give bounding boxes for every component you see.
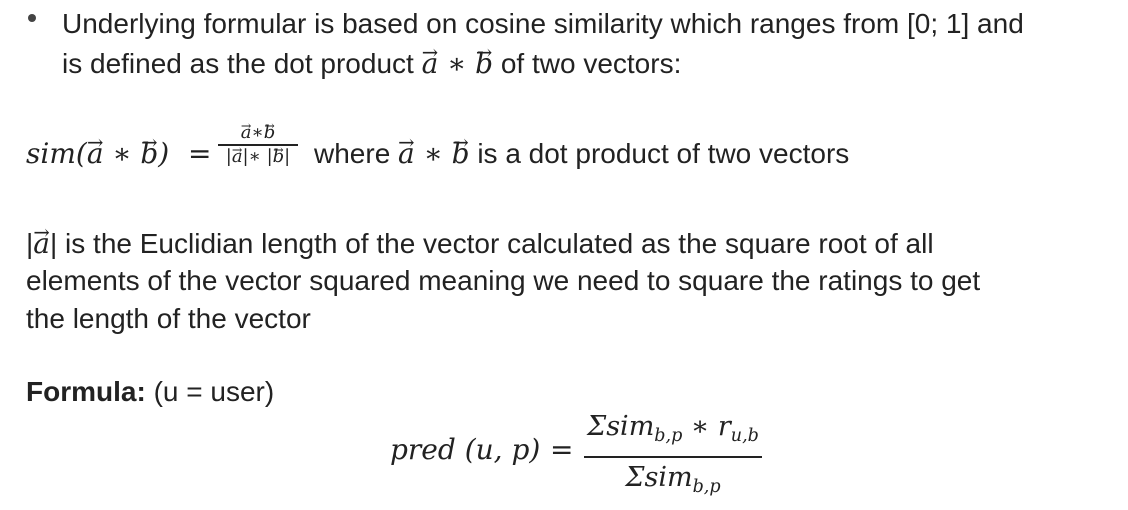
pred-numerator: Σsim$_{b,p}$ ∗ $r_{u,b}$ [587,411,759,447]
cosine-where-text: where → a ∗ → b is a dot product of two vectors [314,136,849,172]
euclid-line-2: elements of the vector squared meaning we need to square the ratings to get [26,265,981,296]
formula-heading: Formula: (u = user) [26,376,275,407]
bullet-dot-icon [28,14,36,22]
euclid-line-1: |→ a| is the Euclidian length of the vector calculated as the square root of all [26,226,934,262]
bullet-line-1: Underlying formular is based on cosine similarity which ranges from [0; 1] and [62,8,1024,39]
cosine-lhs: sim(→ a ∗ → b) [26,136,169,172]
cosine-denominator: |→ a|∗ |→ b| [218,146,298,168]
pred-lhs: pred (u, p) [390,433,541,466]
bullet-line-2: is defined as the dot product → a ∗ → b of two vectors: [62,46,681,82]
cosine-fraction [218,122,298,168]
cosine-numerator: → a∗→ b [218,122,298,144]
pred-fraction [584,410,762,504]
pred-equals: = [550,433,574,466]
euclid-line-3: the length of the vector [26,303,311,334]
pred-denominator: Σsim$_{b,p}$ [625,461,721,497]
cosine-equals: = [188,137,212,170]
